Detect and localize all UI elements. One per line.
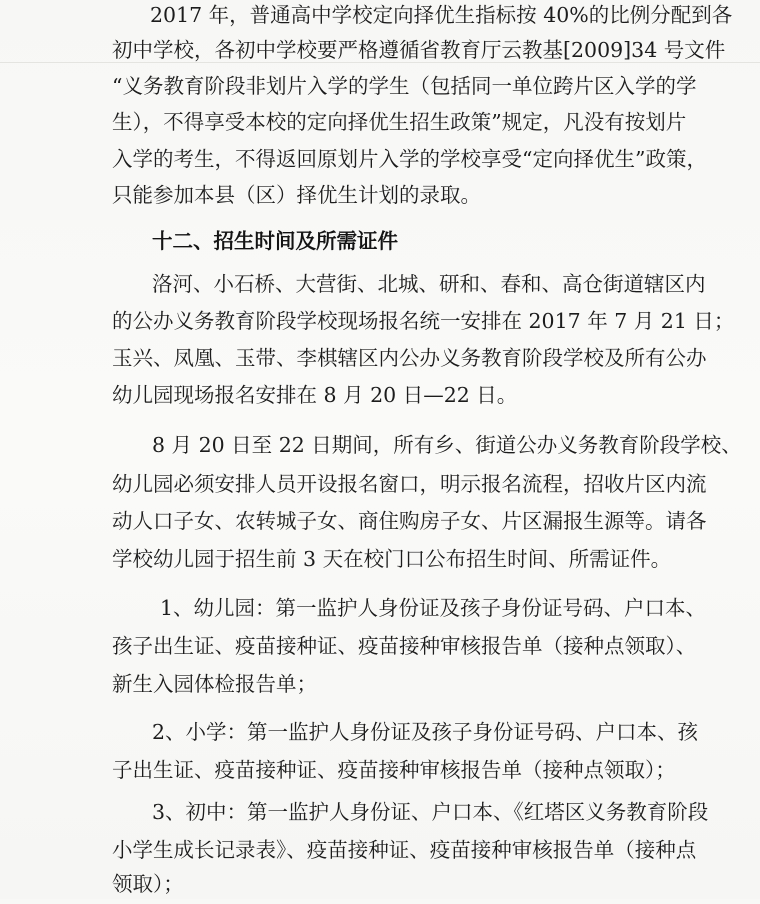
list-item-line: 小学生成长记录表》、疫苗接种证、疫苗接种审核报告单（接种点 — [112, 838, 697, 862]
paragraph-line: 生），不得享受本校的定向择优生招生政策”规定，凡没有按划片 — [112, 110, 687, 134]
list-item-line: 子出生证、疫苗接种证、疫苗接种审核报告单（接种点领取）； — [112, 758, 676, 782]
list-item-line: 新生入园体检报告单； — [112, 672, 317, 696]
paragraph-line: 洛河、小石桥、大营街、北城、研和、春和、高仓街道辖区内 — [152, 272, 706, 296]
paragraph-line: 学校幼儿园于招生前 3 天在校门口公布招生时间、所需证件。 — [112, 547, 672, 571]
paragraph-line: 幼儿园必须安排人员开设报名窗口，明示报名流程，招收片区内流 — [112, 472, 707, 496]
list-item-line: 2、小学：第一监护人身份证及孩子身份证号码、户口本、孩 — [152, 720, 699, 744]
list-item-line: 3、初中：第一监护人身份证、户口本、《红塔区义务教育阶段 — [152, 800, 709, 824]
paragraph-line: 的公办义务教育阶段学校现场报名统一安排在 2017 年 7 月 21 日； — [112, 309, 735, 333]
list-item-line: 孩子出生证、疫苗接种证、疫苗接种审核报告单（接种点领取）、 — [112, 634, 697, 658]
paragraph-line: 初中学校，各初中学校要严格遵循省教育厅云教基[2009]34 号文件 — [112, 38, 726, 62]
paragraph-line: 只能参加本县（区）择优生计划的录取。 — [112, 183, 481, 207]
paragraph-line: 动人口子女、农转城子女、商住购房子女、片区漏报生源等。请各 — [112, 509, 707, 533]
paragraph-line: “义务教育阶段非划片入学的学生（包括同一单位跨片区入学的学 — [112, 74, 697, 98]
list-item-line: 领取）； — [112, 872, 184, 896]
paragraph-line: 幼儿园现场报名安排在 8 月 20 日—22 日。 — [112, 383, 518, 407]
paragraph-line: 入学的考生，不得返回原划片入学的学校享受“定向择优生”政策， — [112, 147, 707, 171]
section-heading: 十二、招生时间及所需证件 — [152, 229, 398, 253]
paragraph-line: 8 月 20 日至 22 日期间，所有乡、街道公办义务教育阶段学校、 — [152, 433, 742, 457]
list-item-line: 1、幼儿园：第一监护人身份证及孩子身份证号码、户口本、 — [160, 596, 707, 620]
paragraph-line: 2017 年，普通高中学校定向择优生指标按 40%的比例分配到各 — [150, 3, 733, 27]
paragraph-line: 玉兴、凤凰、玉带、李棋辖区内公办义务教育阶段学校及所有公办 — [112, 346, 707, 370]
